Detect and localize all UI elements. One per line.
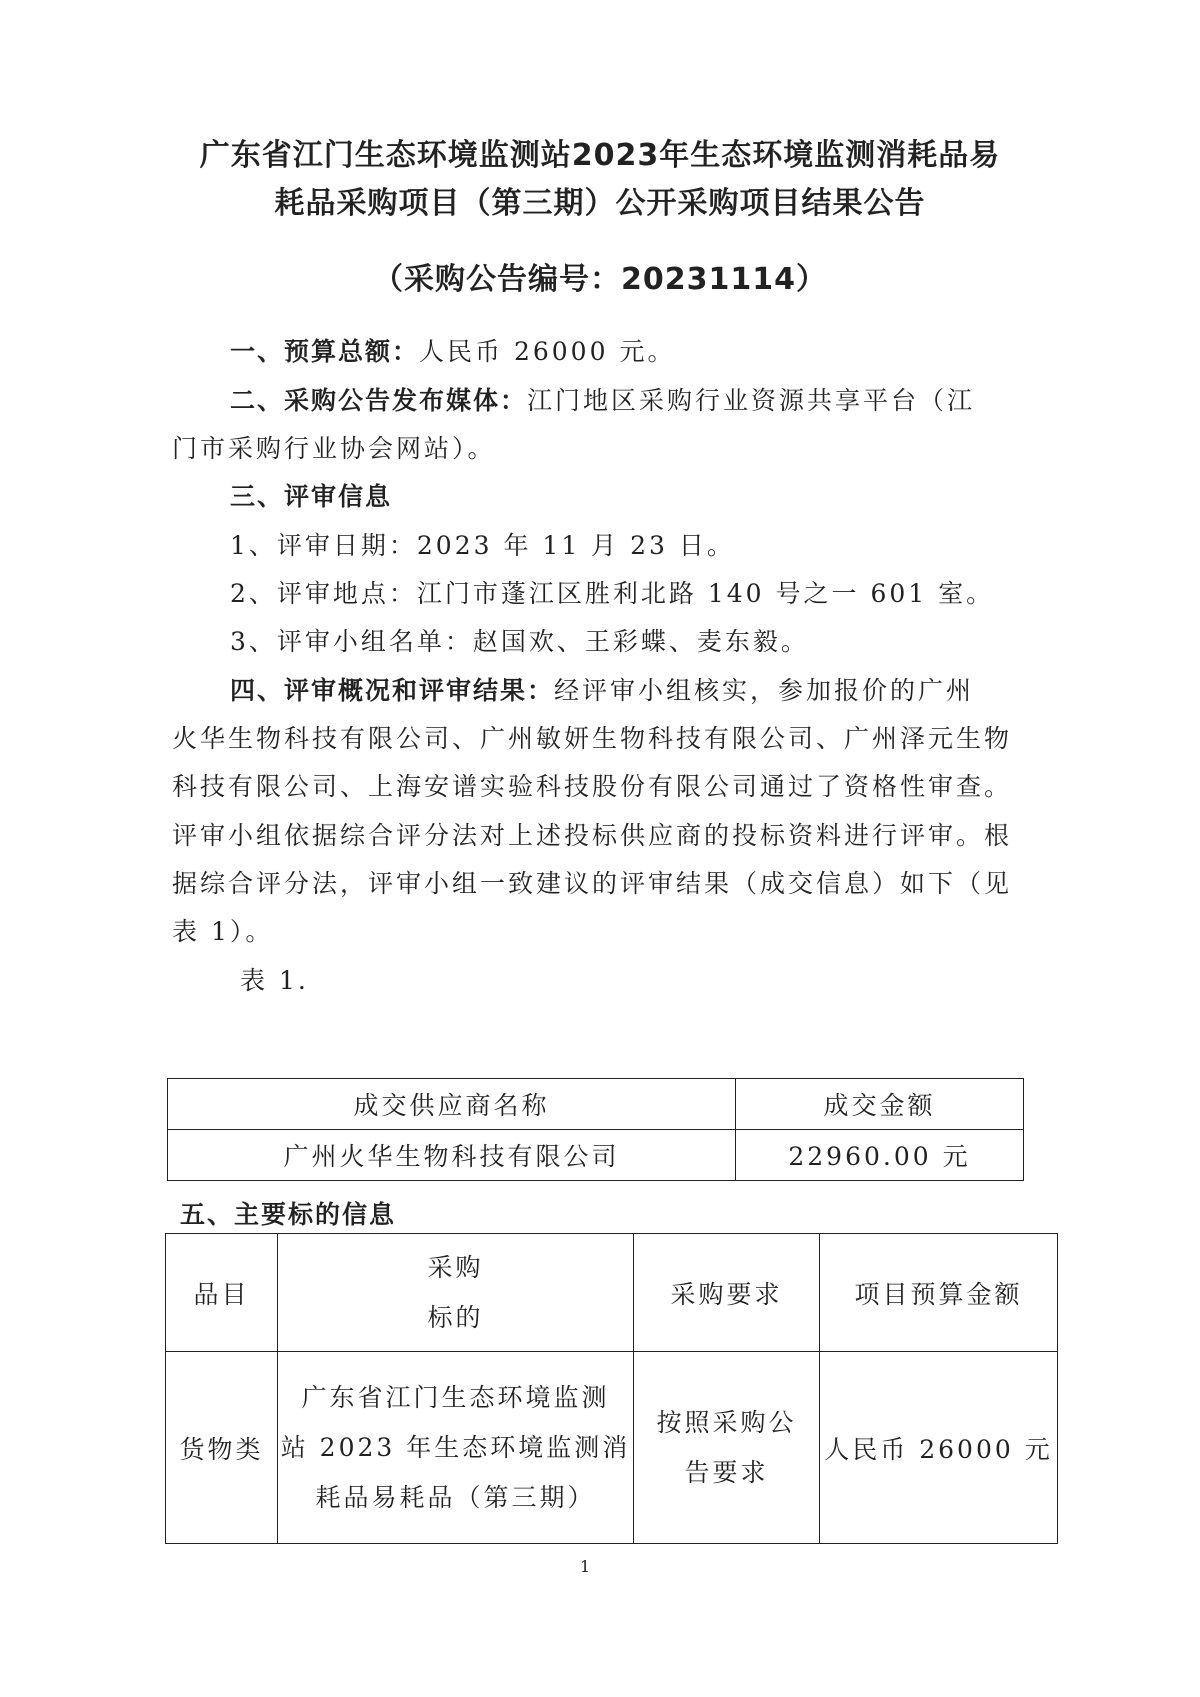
deal-amount: 22960.00 元 [736, 1130, 1024, 1181]
budget-label: 一、预算总额： [230, 337, 420, 366]
subject-line-2: 站 2023 年生态环境监测消 [280, 1432, 631, 1462]
requirement-line-2: 告要求 [684, 1457, 769, 1487]
overview-text-1: 经评审小组核实，参加报价的广州 [554, 676, 975, 705]
review-date: 1、评审日期：2023 年 11 月 23 日。 [230, 531, 735, 560]
review-place: 2、评审地点：江门市蓬江区胜利北路 140 号之一 601 室。 [230, 579, 995, 608]
header-supplier-name: 成交供应商名称 [168, 1079, 736, 1130]
overview-line-2: 火华生物科技有限公司、广州敏妍生物科技有限公司、广州泽元生物 [172, 724, 1013, 753]
table-row [166, 1352, 1058, 1544]
announcement-number: （采购公告编号：20231114） [373, 262, 827, 297]
budget-cell: 人民币 26000 元 [820, 1352, 1058, 1544]
media-continuation: 门市采购行业协会网站）。 [172, 434, 496, 463]
title-line-1: 广东省江门生态环境监测站2023年生态环境监测消耗品易 [199, 138, 1001, 173]
header-budget: 项目预算金额 [820, 1234, 1058, 1352]
subject-table-header [166, 1234, 1058, 1352]
category-cell: 货物类 [166, 1352, 278, 1544]
overview-line-1 [230, 671, 974, 707]
supplier-name: 广州火华生物科技有限公司 [168, 1130, 736, 1181]
overview-line-5: 据综合评分法，评审小组一致建议的评审结果（成交信息）如下（见 [172, 869, 1013, 898]
table-row [168, 1130, 1024, 1181]
overview-line-3: 科技有限公司、上海安谱实验科技股份有限公司通过了资格性审查。 [172, 772, 1013, 801]
subject-cell [278, 1352, 634, 1544]
budget-line [230, 332, 675, 368]
table1-caption: 表 1. [240, 966, 309, 995]
budget-value: 人民币 26000 元。 [419, 337, 676, 366]
media-value: 江门地区采购行业资源共享平台（江 [527, 386, 976, 415]
overview-label: 四、评审概况和评审结果： [230, 676, 555, 705]
page-number: 1 [580, 1557, 591, 1576]
deal-table-header [168, 1079, 1024, 1130]
requirement-cell [634, 1352, 820, 1544]
header-deal-amount: 成交金额 [736, 1079, 1024, 1130]
overview-line-6: 表 1）。 [172, 917, 274, 946]
subject-heading: 五、主要标的信息 [180, 1200, 397, 1229]
header-subject [278, 1234, 634, 1352]
subject-line-3: 耗品易耗品（第三期） [315, 1482, 596, 1512]
review-panel: 3、评审小组名单：赵国欢、王彩蝶、麦东毅。 [230, 627, 809, 656]
media-line [230, 381, 975, 417]
header-subject-line-2: 标的 [427, 1302, 484, 1332]
header-subject-line-1: 采购 [427, 1252, 484, 1282]
subject-table [165, 1233, 1058, 1544]
title-line-2: 耗品采购项目（第三期）公开采购项目结果公告 [274, 186, 926, 221]
requirement-line-1: 按照采购公 [656, 1407, 797, 1437]
review-heading: 三、评审信息 [230, 482, 393, 511]
header-category: 品目 [166, 1234, 278, 1352]
overview-line-4: 评审小组依据综合评分法对上述投标供应商的投标资料进行评审。根 [172, 821, 1013, 850]
media-label: 二、采购公告发布媒体： [230, 386, 528, 415]
header-requirement: 采购要求 [634, 1234, 820, 1352]
deal-table [167, 1078, 1024, 1181]
subject-line-1: 广东省江门生态环境监测 [301, 1382, 610, 1412]
